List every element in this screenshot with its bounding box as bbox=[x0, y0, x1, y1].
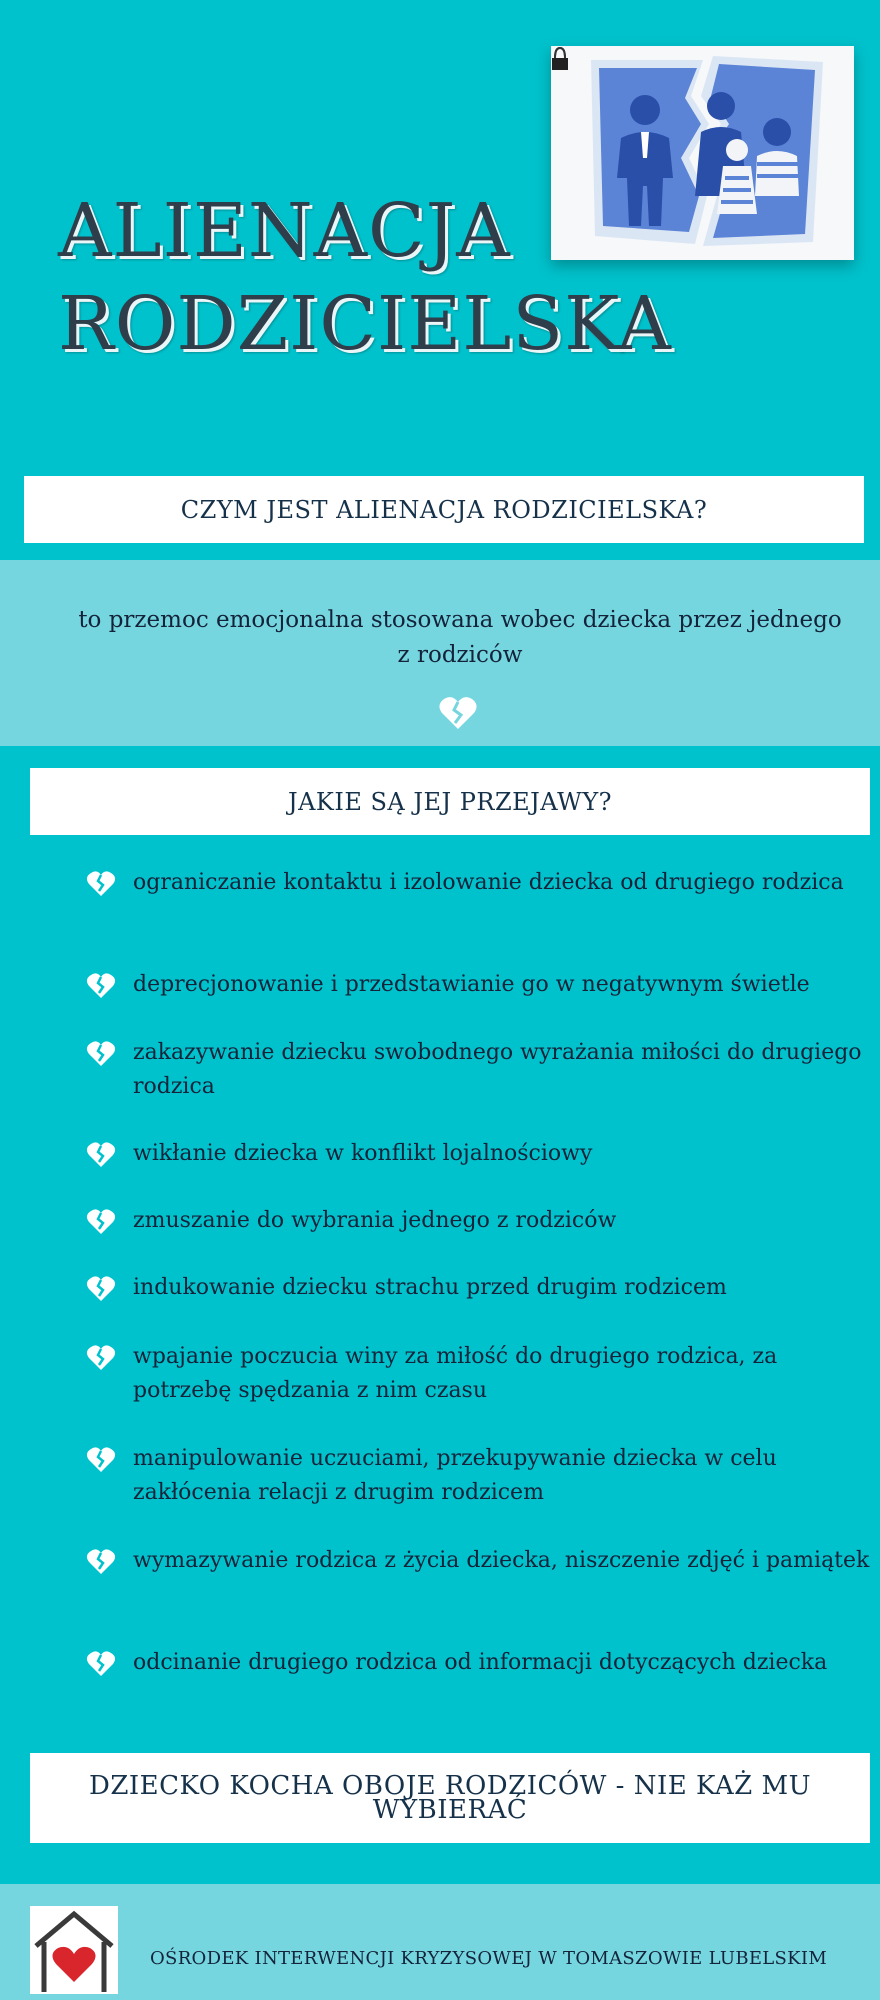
broken-heart-icon bbox=[86, 870, 116, 897]
broken-heart-icon bbox=[86, 1548, 116, 1575]
slogan-box: DZIECKO KOCHA OBOJE RODZICÓW - NIE KAŻ MU WYBIERAĆ bbox=[30, 1753, 870, 1843]
list-item-text: deprecjonowanie i przedstawianie go w negatywnym świetle bbox=[133, 972, 810, 997]
broken-heart-icon bbox=[86, 1344, 116, 1371]
section-heading-symptoms: JAKIE SĄ JEJ PRZEJAWY? bbox=[30, 768, 870, 835]
section-heading-what: CZYM JEST ALIENACJA RODZICIELSKA? bbox=[24, 476, 864, 543]
house-heart-logo-icon bbox=[30, 1906, 118, 1994]
footer-band bbox=[0, 1884, 880, 2000]
broken-heart-icon bbox=[86, 1446, 116, 1473]
broken-heart-icon bbox=[86, 1650, 116, 1677]
definition-text: to przemoc emocjonalna stosowana wobec dziecka przez jednego z rodziców bbox=[78, 607, 842, 668]
title-line-2: RODZICIELSKA bbox=[58, 281, 672, 367]
list-item-text: zmuszanie do wybrania jednego z rodziców bbox=[133, 1208, 617, 1233]
broken-heart-icon bbox=[86, 1208, 116, 1235]
list-item-text: manipulowanie uczuciami, przekupywanie dziecka w celu zakłócenia relacji z drugim rodzicem bbox=[133, 1446, 777, 1505]
broken-heart-icon bbox=[86, 1040, 116, 1067]
title-line-1: ALIENACJA bbox=[58, 188, 511, 274]
organization-name: OŚRODEK INTERWENCJI KRYZYSOWEJ W TOMASZOWIE LUBELSKIM bbox=[150, 1948, 828, 1969]
broken-heart-icon bbox=[86, 1275, 116, 1302]
list-item-text: zakazywanie dziecku swobodnego wyrażania miłości do drugiego rodzica bbox=[133, 1040, 862, 1099]
broken-heart-icon bbox=[86, 972, 116, 999]
list-item-text: wymazywanie rodzica z życia dziecka, niszczenie zdjęć i pamiątek bbox=[133, 1548, 870, 1573]
list-item-text: odcinanie drugiego rodzica od informacji dotyczących dziecka bbox=[133, 1650, 828, 1675]
list-item-text: wpajanie poczucia winy za miłość do drugiego rodzica, za potrzebę spędzania z nim czasu bbox=[133, 1344, 778, 1403]
list-item-text: wikłanie dziecka w konflikt lojalnościowy bbox=[133, 1141, 593, 1166]
list-item-text: ograniczanie kontaktu i izolowanie dziecka od drugiego rodzica bbox=[133, 870, 844, 895]
broken-heart-icon bbox=[86, 1141, 116, 1168]
list-item-text: indukowanie dziecku strachu przed drugim rodzicem bbox=[133, 1275, 727, 1300]
